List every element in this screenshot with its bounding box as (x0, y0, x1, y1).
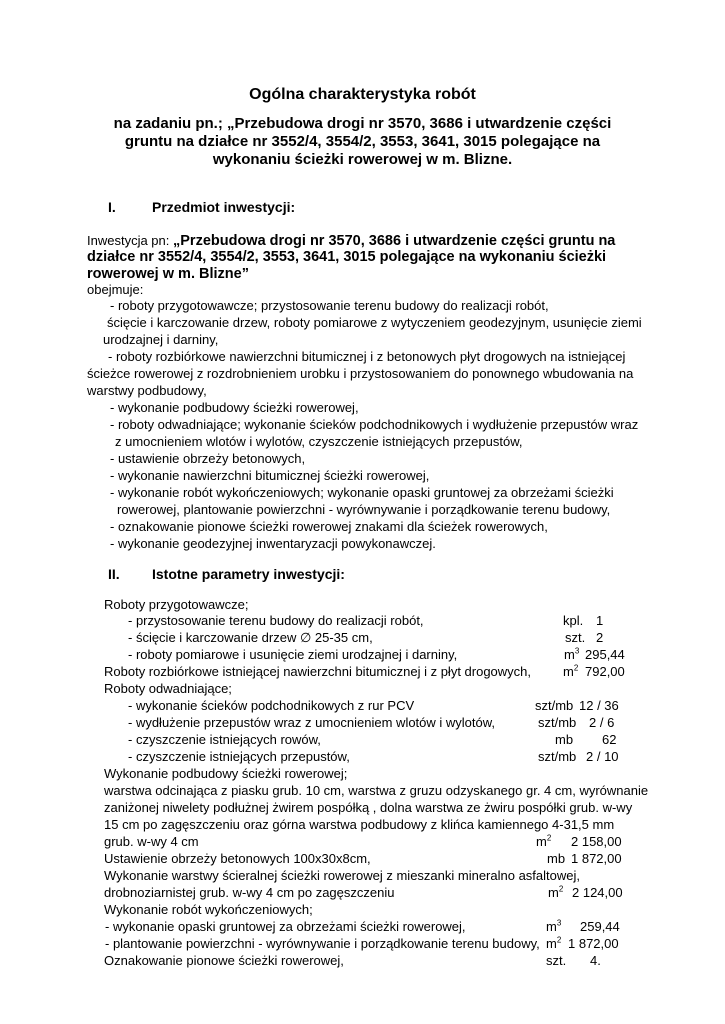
investment-intro (87, 232, 615, 250)
intro-bold-line-2: działce nr 3552/4, 3554/2, 3553, 3641, 3015 polegające na wykonaniu ścieżki (87, 249, 607, 265)
param-row-text: - czyszczenie istniejących rowów, (128, 732, 321, 747)
oznakowanie-unit: szt. (546, 953, 567, 968)
podbudowa-line: warstwa odcinająca z piasku grub. 10 cm, warstwa z gruzu odzyskanego gr. 4 cm, wyrównanie (104, 783, 649, 798)
param-row-value: 1 (596, 613, 604, 628)
nawierzchnia-unit: $m^2$ (548, 884, 564, 900)
podbudowa-value: 2 158,00 (571, 834, 622, 849)
param-row-text: Roboty przygotowawcze; (104, 597, 249, 612)
scope-line: ścieżce rowerowej z rozdrobnieniem urobku i przystosowaniem do ponownego wbudowania na (87, 366, 634, 381)
param-row-value: 2 (596, 630, 604, 645)
scope-line: rowerowej, plantowanie powierzchni - wyrównywanie i porządkowanie terenu budowy, (117, 502, 611, 517)
opaski-unit: $m^3$ (546, 918, 562, 934)
param-row-value: 12 / 36 (579, 698, 619, 713)
opaski-value: 259,44 (580, 919, 620, 934)
param-row-text: Wykonanie podbudowy ścieżki rowerowej; (104, 766, 348, 781)
section-1-number: I. (108, 199, 116, 215)
obrzeza-unit: mb (547, 851, 566, 866)
section-2-heading: Istotne parametry inwestycji: (152, 566, 345, 582)
intro-bold-line-3: rowerowej w m. Blizne” (87, 266, 249, 282)
param-row-value: 2 / 6 (589, 715, 615, 730)
nawierzchnia-value: 2 124,00 (572, 885, 623, 900)
param-row-text: - wykonanie ścieków podchodnikowych z rur PCV (128, 698, 415, 713)
nawierzchnia-line: drobnoziarnistej grub. w-wy 4 cm po zagęszczeniu (104, 885, 395, 900)
oznakowanie-text: Oznakowanie pionowe ścieżki rowerowej, (104, 953, 344, 968)
nawierzchnia-line: Wykonanie warstwy ścieralnej ścieżki rowerowej z mieszanki mineralno asfaltowej, (104, 868, 580, 883)
scope-line: - wykonanie podbudowy ścieżki rowerowej, (110, 400, 359, 415)
param-row-unit: szt/mb (535, 698, 574, 713)
wykonczeniowe-text: Wykonanie robót wykończeniowych; (104, 902, 313, 917)
param-row-value: 792,00 (585, 664, 625, 679)
scope-line: z umocnieniem wlotów i wylotów, czyszczenie istniejących przepustów, (115, 434, 523, 449)
podbudowa-line: zaniżonej niwelety podłużnej żwirem pospółką , dolna warstwa ze żwiru pospółki grub. w-wy (104, 800, 633, 815)
param-row-unit: $m^2$ (563, 663, 579, 679)
param-row-unit: mb (555, 732, 574, 747)
scope-line: - wykonanie geodezyjnej inwentaryzacji powykonawczej. (110, 536, 436, 551)
intro-prefix: Inwestycja pn: (87, 233, 173, 248)
obrzeza-text: Ustawienie obrzeży betonowych 100x30x8cm, (104, 851, 371, 866)
subtitle-line-3: wykonaniu ścieżki rowerowej w m. Blizne. (212, 151, 513, 168)
scope-line: urodzajnej i darniny, (103, 332, 219, 347)
param-row-value: 2 / 10 (586, 749, 619, 764)
scope-line: - wykonanie nawierzchni bitumicznej ścieżki rowerowej, (110, 468, 430, 483)
section-1-heading: Przedmiot inwestycji: (152, 199, 296, 215)
param-row-text: - roboty pomiarowe i usunięcie ziemi urodzajnej i darniny, (128, 647, 458, 662)
podbudowa-unit: $m^2$ (536, 833, 552, 849)
param-row-unit: szt/mb (538, 749, 577, 764)
subtitle-line-2: gruntu na działce nr 3552/4, 3554/2, 3553, 3641, 3015 polegające na (124, 133, 601, 150)
scope-line: - roboty przygotowawcze; przystosowanie terenu budowy do realizacji robót, (110, 298, 549, 313)
podbudowa-line: grub. w-wy 4 cm (104, 834, 199, 849)
param-row-text: - czyszczenie istniejących przepustów, (128, 749, 350, 764)
param-row-text: - ścięcie i karczowanie drzew ∅ 25-35 cm, (128, 630, 373, 645)
intro-bold: „Przebudowa drogi nr 3570, 3686 i utwardzenie części gruntu na (173, 233, 616, 249)
param-row-text: - przystosowanie terenu budowy do realizacji robót, (128, 613, 424, 628)
podbudowa-line: 15 cm po zagęszczeniu oraz górna warstwa podbudowy z klińca kamiennego 4-31,5 mm (104, 817, 615, 832)
scope-line: ścięcie i karczowanie drzew, roboty pomiarowe z wytyczeniem geodezyjnym, usunięcie ziemi (107, 315, 642, 330)
param-row-unit: szt. (565, 630, 586, 645)
param-row-unit: $m^3$ (564, 646, 580, 662)
scope-line: - roboty rozbiórkowe nawierzchni bitumicznej i z betonowych płyt drogowych na istniejącej (108, 349, 626, 364)
scope-line: - wykonanie robót wykończeniowych; wykonanie opaski gruntowej za obrzeżami ścieżki (110, 485, 614, 500)
obrzeza-value: 1 872,00 (571, 851, 622, 866)
plantowanie-unit: $m^2$ (546, 935, 562, 951)
scope-line: - ustawienie obrzeży betonowych, (110, 451, 306, 466)
page-title: Ogólna charakterystyka robót (249, 86, 476, 103)
param-row-value: 62 (602, 732, 617, 747)
scope-line: warstwy podbudowy, (87, 383, 207, 398)
param-row-unit: szt/mb (538, 715, 577, 730)
plantowanie-value: 1 872,00 (568, 936, 619, 951)
param-row-text: Roboty odwadniające; (104, 681, 232, 696)
scope-line: - roboty odwadniające; wykonanie ścieków podchodnikowych i wydłużenie przepustów wraz (110, 417, 639, 432)
obejmuje-label: obejmuje: (87, 282, 144, 297)
opaski-text: - wykonanie opaski gruntowej za obrzeżami ścieżki rowerowej, (105, 919, 466, 934)
param-row-text: - wydłużenie przepustów wraz z umocnieniem wlotów i wylotów, (128, 715, 496, 730)
scope-line: - oznakowanie pionowe ścieżki rowerowej znakami dla ścieżek rowerowych, (110, 519, 548, 534)
subtitle-line-1: na zadaniu pn.; „Przebudowa drogi nr 3570, 3686 i utwardzenie części (113, 115, 612, 132)
plantowanie-text: - plantowanie powierzchni - wyrównywanie i porządkowanie terenu budowy, (105, 936, 540, 951)
oznakowanie-value: 4. (590, 953, 601, 968)
param-row-text: Roboty rozbiórkowe istniejącej nawierzchni bitumicznej i z płyt drogowych, (104, 664, 532, 679)
param-row-unit: kpl. (563, 613, 584, 628)
section-2-number: II. (108, 566, 120, 582)
param-row-value: 295,44 (585, 647, 625, 662)
